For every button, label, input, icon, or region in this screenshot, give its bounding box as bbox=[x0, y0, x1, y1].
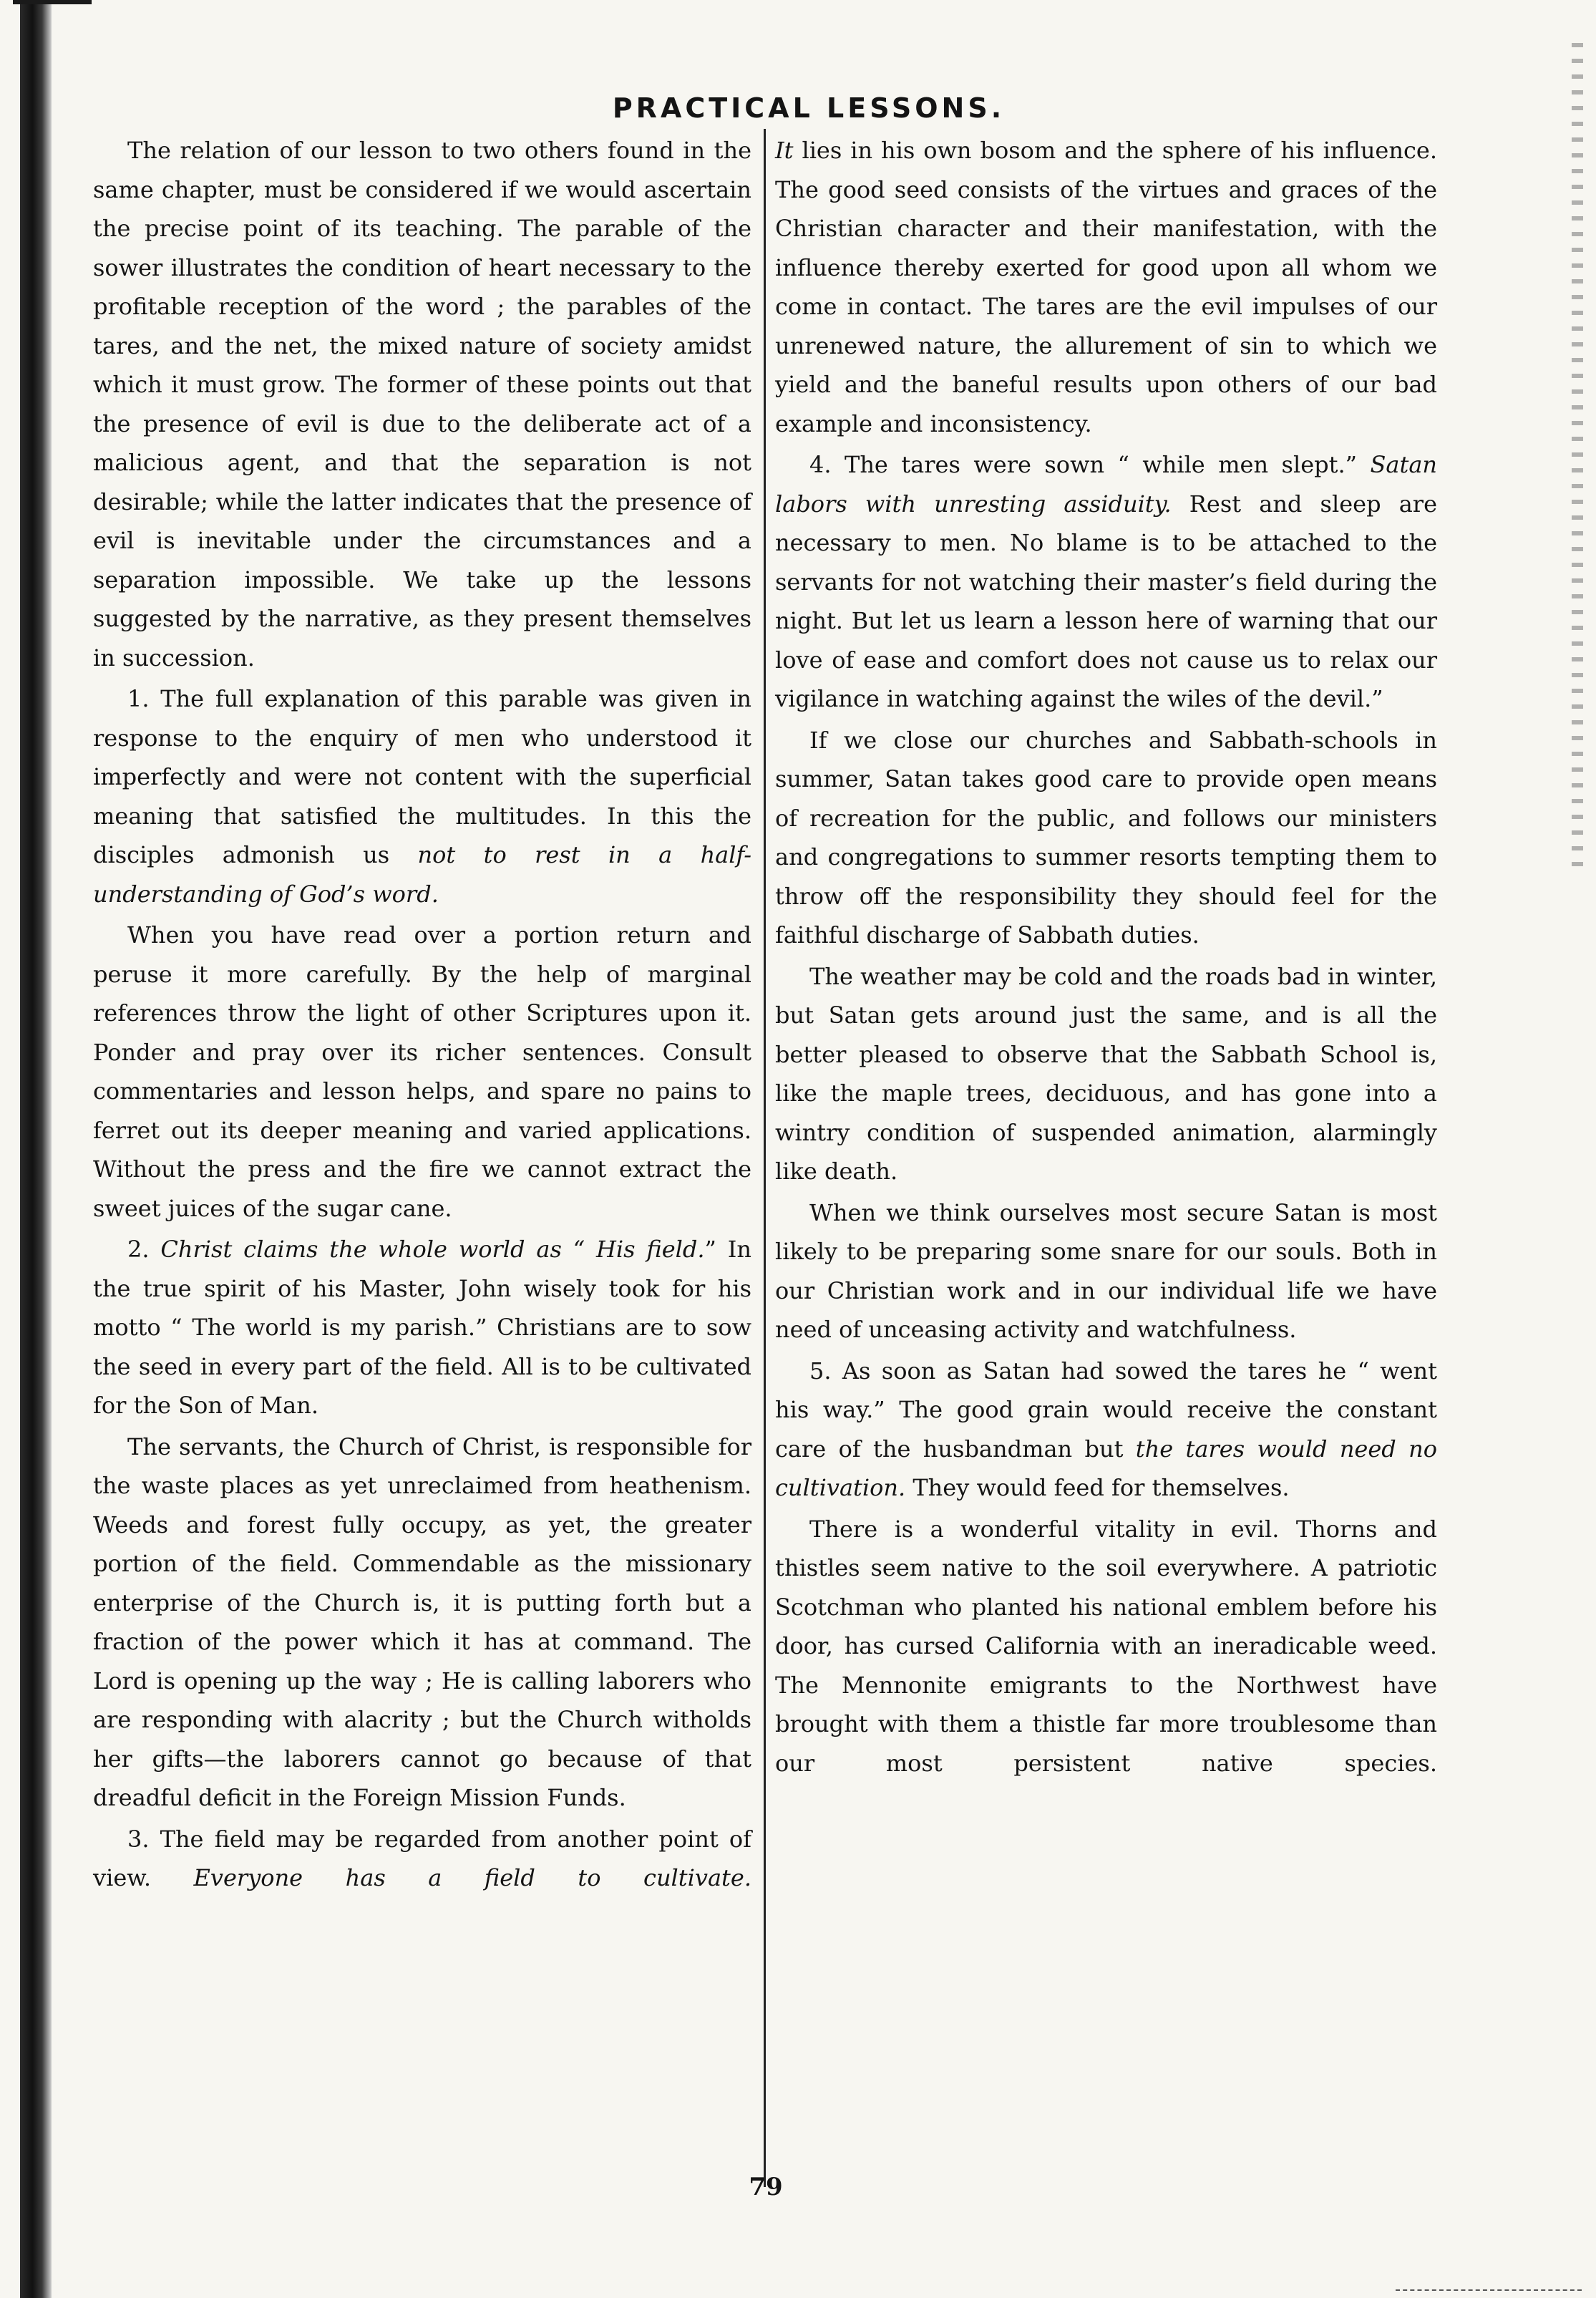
book-binding-edge bbox=[20, 0, 52, 2298]
column-divider bbox=[764, 129, 766, 2187]
binding-corner-mark bbox=[13, 0, 92, 26]
paragraph bbox=[775, 957, 1437, 1191]
paragraph bbox=[93, 1427, 751, 1818]
text-run: 5. As soon as Satan had sowed the tares he “ went his way.” The good grain would receive the constant care of the husbandman but bbox=[775, 1357, 1437, 1463]
text-run: The relation of our lesson to two others found in the same chapter, must be considered if we would ascertain the precise point of its teaching. The parable of the sower illustrates the condition of heart necessary to the profitable reception of the word ; the parables of the tares, and the net, the mixed nature of society amidst which it must grow. The former of these points out that the presence of evil is due to the deliberate act of a malicious agent, and that the separation is not desirable; while the latter indicates that the presence of evil is inevitable under the circumstances and a separation impossible. We take up the lessons suggested by the narrative, as they present themselves in succession. bbox=[93, 137, 751, 672]
paragraph bbox=[775, 1193, 1437, 1349]
text-run: lies in his own bosom and the sphere of his influence. The good seed consists of the virtues and graces of the Christian character and their manifestation, with the influence thereby exerted for good upon all whom we come in contact. The tares are the evil impulses of our unrenewed nature, the allurement of sin to which we yield and the baneful results upon others of our bad example and inconsistency. bbox=[775, 137, 1437, 437]
italic-text: not to rest in a half-understanding of God’s word. bbox=[93, 841, 752, 908]
text-run: If we close our churches and Sabbath-schools in summer, Satan takes good care to provide open means of recreation for the public, and follows our ministers and congregations to summer resorts tempting them to throw off the responsibility they should feel for the faithful discharge of Sabbath duties. bbox=[775, 726, 1437, 949]
text-run: 2. bbox=[127, 1236, 161, 1263]
text-run: They would feed for themselves. bbox=[905, 1474, 1290, 1501]
page-number: 79 bbox=[749, 2173, 783, 2201]
italic-text: It bbox=[775, 137, 794, 164]
text-run: The servants, the Church of Christ, is responsible for the waste places as yet unreclaimed from heathenism. Weeds and forest fully occupy, as yet, the greater portion of the field. Commendable as the missionary enterprise of the Church is, it is putting forth but a fraction of the power which it has at command. The Lord is opening up the way ; He is calling laborers who are responding with alacrity ; but the Church witholds her gifts—the laborers cannot go because of that dreadful deficit in the Foreign Mission Funds. bbox=[93, 1432, 751, 1811]
text-run: There is a wonderful vitality in evil. Thorns and thistles seem native to the soil everywhere. A patriotic Scotchman who planted his national emblem before his door, has cursed California with an ineradicable weed. The Mennonite emigrants to the Northwest have brought with them a thistle far more troublesome than our most persistent native species. bbox=[775, 1515, 1437, 1777]
italic-text: Everyone has a field to cultivate. bbox=[193, 1864, 752, 1891]
paragraph bbox=[93, 916, 751, 1228]
text-run: When you have read over a portion return and peruse it more carefully. By the help of marginal references throw the light of other Scriptures upon it. Ponder and pray over its richer sentences. Consult commentaries and lesson helps, and spare no pains to ferret out its deeper meaning and varied applications. Without the press and the fire we cannot extract the sweet juices of the sugar cane. bbox=[93, 921, 751, 1222]
italic-text: the tares would need no cultivation. bbox=[775, 1435, 1438, 1501]
text-run: 4. The tares were sown “ while men slept.” bbox=[809, 451, 1371, 478]
paragraph bbox=[93, 1820, 751, 1898]
italic-text: Christ claims the whole world as “ His field. bbox=[160, 1236, 705, 1263]
paragraph bbox=[775, 1510, 1437, 1783]
paragraph bbox=[93, 1230, 751, 1425]
text-run: 3. The field may be regarded from another point of view. bbox=[93, 1825, 751, 1891]
paragraph bbox=[775, 131, 1437, 443]
text-run: 1. The full explanation of this parable was given in response to the enquiry of men who understood it imperfectly and were not content with the superficial meaning that satisfied the multitudes. In this the disciples admonish us bbox=[93, 685, 751, 868]
text-run: ” In the true spirit of his Master, John wisely took for his motto “ The world is my parish.” Christians are to sow the seed in every part of the field. All is to be cultivated for the Son of Man. bbox=[93, 1236, 752, 1419]
text-run: Rest and sleep are necessary to men. No blame is to be attached to the servants for not watching their master’s field during the night. But let us learn a lesson here of warning that our love of ease and comfort does not cause us to relax our vigilance in watching against the wiles of the devil.” bbox=[775, 490, 1438, 712]
paragraph bbox=[775, 1352, 1437, 1508]
page-title: PRACTICAL LESSONS. bbox=[612, 92, 1006, 124]
text-run: When we think ourselves most secure Satan is most likely to be preparing some snare for our souls. Both in our Christian work and in our individual life we have need of unceasing activity and watchfulness. bbox=[775, 1198, 1437, 1343]
right-column bbox=[775, 131, 1437, 1783]
left-column bbox=[93, 131, 751, 1898]
paragraph bbox=[93, 131, 751, 677]
paragraph bbox=[775, 721, 1437, 955]
footer-rule bbox=[1396, 2289, 1582, 2291]
paragraph bbox=[775, 445, 1437, 719]
italic-text: Satan labors with unresting assiduity. bbox=[775, 451, 1437, 518]
text-run: The weather may be cold and the roads bad in winter, but Satan gets around just the same, and is all the better pleased to observe that the Sabbath School is, like the maple trees, deciduous, and has gone into a wintry condition of suspended animation, alarmingly like death. bbox=[775, 962, 1437, 1185]
page-edge-marks bbox=[1572, 43, 1583, 873]
paragraph bbox=[93, 679, 751, 913]
